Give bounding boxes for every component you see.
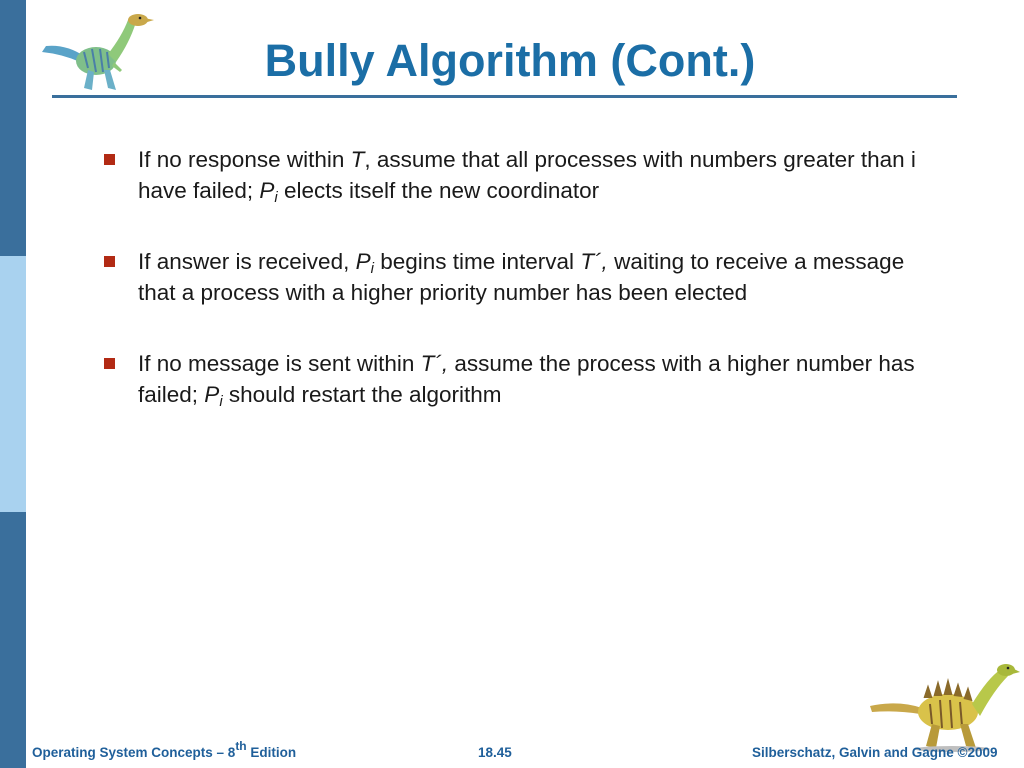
side-band-middle (0, 256, 26, 512)
bullet-text (138, 351, 915, 410)
title-divider (52, 95, 957, 98)
footer-page-number: 18.45 (478, 745, 512, 760)
bullet-text-segment: If no message is sent within (138, 351, 421, 376)
bullet-item (100, 246, 930, 308)
bullet-text (138, 147, 916, 206)
bullet-text (138, 249, 904, 305)
bullet-text-segment: If no response within (138, 147, 351, 172)
bullet-text-italic: T´, (420, 351, 449, 376)
footer-book-title-text: Operating System Concepts – 8 (32, 745, 236, 760)
bullet-text-italic: P (204, 382, 220, 407)
bullet-text-segment: waiting to receive a message that a process with a higher priority number has been elected (138, 249, 905, 305)
bullet-item (100, 144, 930, 206)
footer-book-title (32, 739, 297, 760)
square-bullet-icon (104, 154, 115, 165)
side-band-bottom (0, 512, 26, 768)
dinosaur-logo-icon (868, 656, 1020, 752)
bullet-text-segment: elects itself the new coordinator (277, 178, 600, 203)
dinosaur-logo-icon (36, 6, 156, 96)
bullet-text-segment: begins time interval (373, 249, 581, 274)
bullet-list (100, 144, 930, 450)
footer-copyright: Silberschatz, Galvin and Gagne ©2009 (752, 745, 998, 760)
bullet-text-italic: P (259, 178, 275, 203)
bullet-text-segment: assume the process with a higher number has failed; (138, 351, 915, 407)
bullet-text-italic: T´, (580, 249, 608, 274)
side-color-band (0, 0, 26, 768)
footer-book-title-suffix: Edition (246, 745, 297, 760)
square-bullet-icon (104, 256, 115, 267)
bullet-text-italic: P (355, 249, 371, 274)
bullet-text-segment: should restart the algorithm (222, 382, 502, 407)
square-bullet-icon (104, 358, 115, 369)
bullet-item (100, 348, 930, 410)
bullet-text-subscript: i (370, 260, 374, 277)
side-band-top (0, 0, 26, 256)
bullet-text-subscript: i (274, 189, 278, 206)
slide-title: Bully Algorithm (Cont.) (264, 35, 756, 86)
footer-book-title-superscript: th (235, 739, 247, 753)
bullet-text-segment: If answer is received, (138, 249, 356, 274)
bullet-text-italic: T (350, 147, 365, 172)
bullet-text-subscript: i (219, 393, 223, 410)
bullet-text-segment: , assume that all processes with numbers greater than i have failed; (138, 147, 916, 203)
